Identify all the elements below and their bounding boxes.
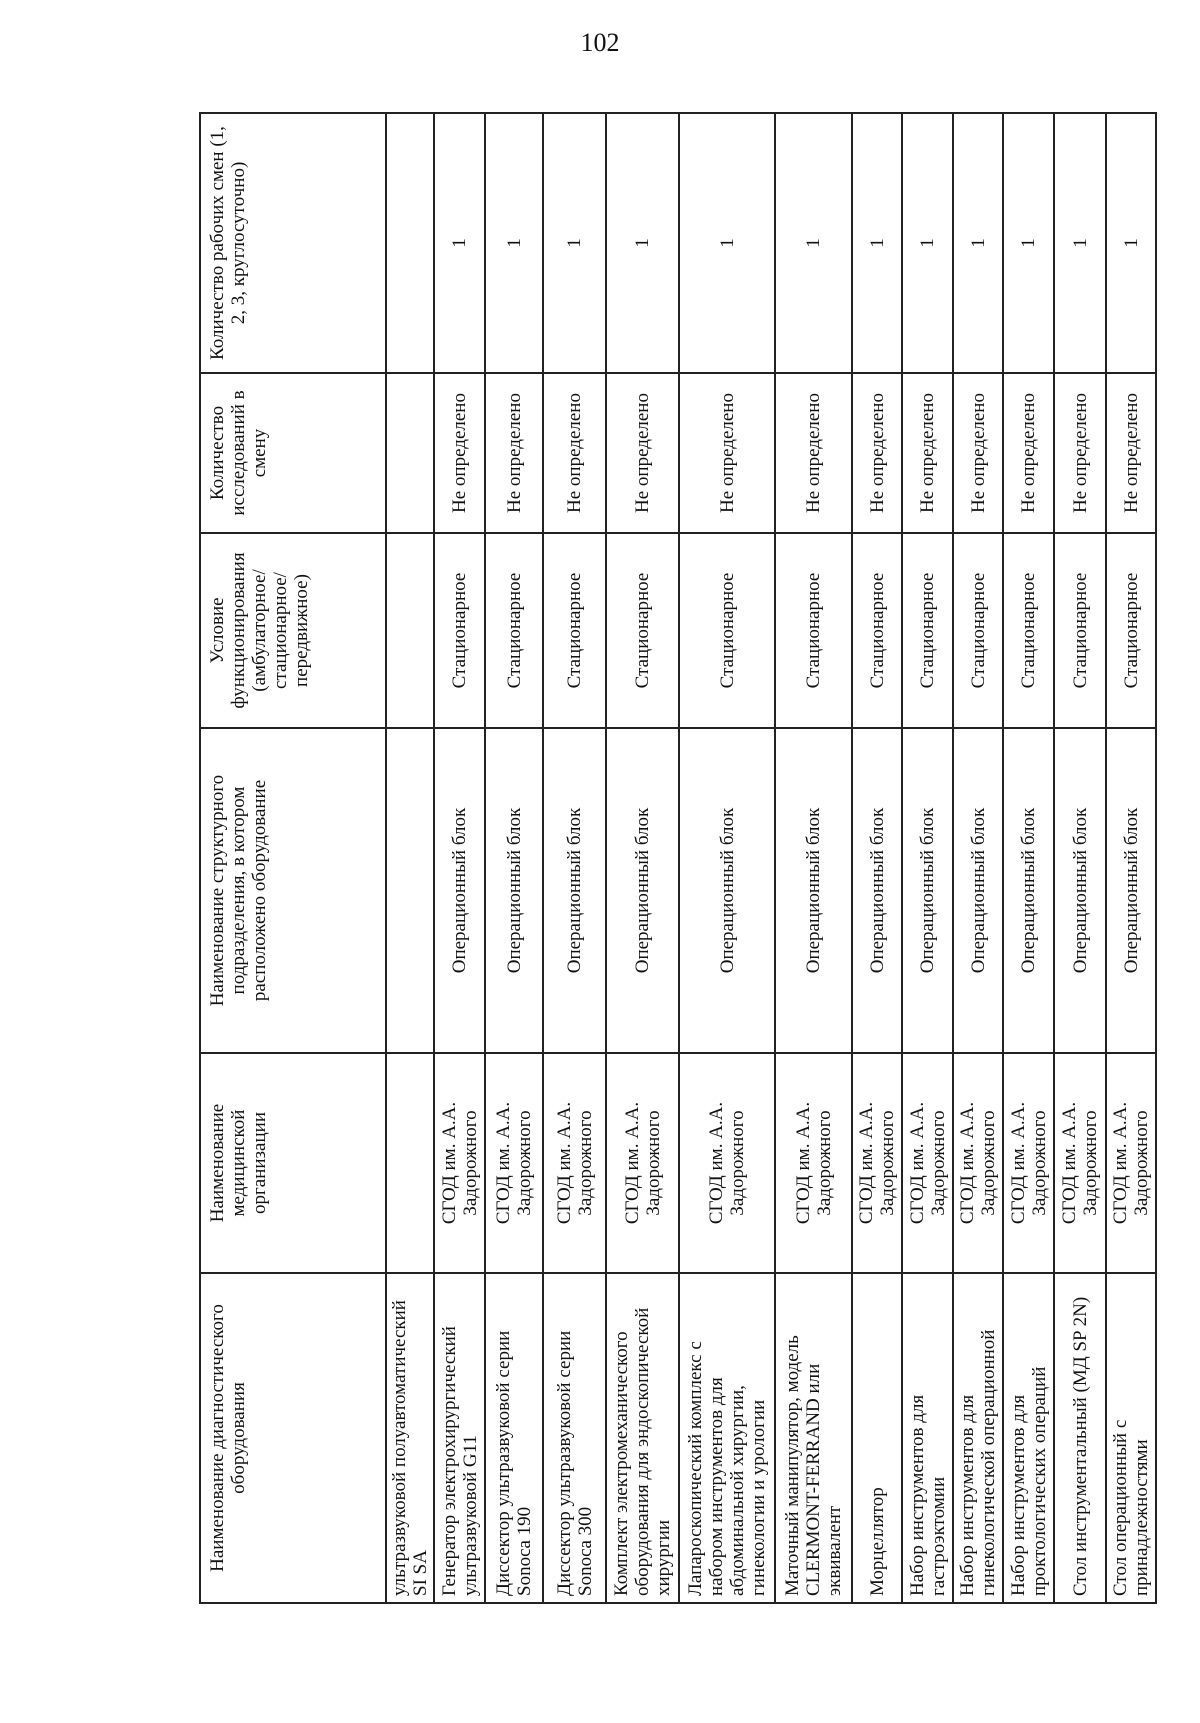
studies-cell: [386, 373, 434, 533]
table-row: [1054, 113, 1106, 1603]
equipment-cell: Диссектор ультразвуковой серии Sonoca 190: [485, 1273, 543, 1603]
department-cell: Операционный блок: [1003, 728, 1054, 1053]
equipment-cell: Стол операционный с принадлежностями: [1106, 1273, 1156, 1603]
equipment-cell: Набор инструментов для гинекологической операционной: [953, 1273, 1003, 1603]
equipment-cell: Комплект электромеханического оборудования для эндоскопической хирургии: [606, 1273, 679, 1603]
studies-cell: Не определено: [434, 373, 485, 533]
header-organization: Наименование медицинской организации: [200, 1053, 386, 1273]
studies-cell: Не определено: [902, 373, 953, 533]
department-cell: Операционный блок: [606, 728, 679, 1053]
header-condition: Условие функционирования (амбулаторное/ стационарное/ передвижное): [200, 533, 386, 728]
equipment-cell: Лапароскопический комплекс с набором инструментов для абдоминальной хирургии, гинекологии и урологии: [679, 1273, 775, 1603]
studies-cell: Не определено: [679, 373, 775, 533]
organization-cell: СГОД им. А.А. Задорожного: [679, 1053, 775, 1273]
equipment-table: [199, 112, 1157, 1604]
organization-cell: СГОД им. А.А. Задорожного: [1106, 1053, 1156, 1273]
studies-cell: Не определено: [953, 373, 1003, 533]
table-row: [434, 113, 485, 1603]
organization-cell: СГОД им. А.А. Задорожного: [1054, 1053, 1106, 1273]
table-row: [1106, 113, 1156, 1603]
table-row: [953, 113, 1003, 1603]
studies-cell: Не определено: [543, 373, 606, 533]
organization-cell: СГОД им. А.А. Задорожного: [775, 1053, 852, 1273]
studies-cell: Не определено: [1106, 373, 1156, 533]
studies-cell: Не определено: [852, 373, 902, 533]
condition-cell: Стационарное: [679, 533, 775, 728]
equipment-cell: Набор инструментов для гастроэктомии: [902, 1273, 953, 1603]
organization-cell: СГОД им. А.А. Задорожного: [434, 1053, 485, 1273]
condition-cell: Стационарное: [775, 533, 852, 728]
equipment-cell: Морцеллятор: [852, 1273, 902, 1603]
shifts-cell: 1: [852, 113, 902, 373]
table-row: [1003, 113, 1054, 1603]
table-row: [386, 113, 434, 1603]
condition-cell: [386, 533, 434, 728]
studies-cell: Не определено: [1003, 373, 1054, 533]
condition-cell: Стационарное: [902, 533, 953, 728]
shifts-cell: 1: [775, 113, 852, 373]
department-cell: Операционный блок: [679, 728, 775, 1053]
condition-cell: Стационарное: [953, 533, 1003, 728]
condition-cell: Стационарное: [485, 533, 543, 728]
header-department: Наименование структурного подразделения, в котором расположено оборудование: [200, 728, 386, 1053]
shifts-cell: 1: [1106, 113, 1156, 373]
organization-cell: СГОД им. А.А. Задорожного: [606, 1053, 679, 1273]
studies-cell: Не определено: [485, 373, 543, 533]
organization-cell: СГОД им. А.А. Задорожного: [852, 1053, 902, 1273]
table-header-row: [200, 113, 386, 1603]
department-cell: Операционный блок: [953, 728, 1003, 1053]
equipment-table-rotated: [199, 114, 1152, 1604]
organization-cell: СГОД им. А.А. Задорожного: [543, 1053, 606, 1273]
equipment-cell: Набор инструментов для проктологических операций: [1003, 1273, 1054, 1603]
page-number: 102: [580, 28, 620, 57]
condition-cell: Стационарное: [1106, 533, 1156, 728]
condition-cell: Стационарное: [606, 533, 679, 728]
department-cell: Операционный блок: [1054, 728, 1106, 1053]
shifts-cell: 1: [679, 113, 775, 373]
organization-cell: СГОД им. А.А. Задорожного: [485, 1053, 543, 1273]
department-cell: Операционный блок: [775, 728, 852, 1053]
shifts-cell: 1: [1054, 113, 1106, 373]
shifts-cell: 1: [606, 113, 679, 373]
department-cell: Операционный блок: [434, 728, 485, 1053]
table-row: [679, 113, 775, 1603]
shifts-cell: 1: [543, 113, 606, 373]
organization-cell: СГОД им. А.А. Задорожного: [1003, 1053, 1054, 1273]
table-row: [543, 113, 606, 1603]
shifts-cell: 1: [902, 113, 953, 373]
table-row: [606, 113, 679, 1603]
organization-cell: [386, 1053, 434, 1273]
equipment-cell: Маточный манипулятор, модель CLERMONT-FERRAND или эквивалент: [775, 1273, 852, 1603]
condition-cell: Стационарное: [543, 533, 606, 728]
department-cell: Операционный блок: [543, 728, 606, 1053]
department-cell: Операционный блок: [485, 728, 543, 1053]
shifts-cell: 1: [1003, 113, 1054, 373]
department-cell: Операционный блок: [852, 728, 902, 1053]
studies-cell: Не определено: [1054, 373, 1106, 533]
department-cell: [386, 728, 434, 1053]
condition-cell: Стационарное: [1054, 533, 1106, 728]
header-studies: Количество исследований в смену: [200, 373, 386, 533]
condition-cell: Стационарное: [434, 533, 485, 728]
equipment-cell: ультразвуковой полуавтоматический SI SA: [386, 1273, 434, 1603]
studies-cell: Не определено: [606, 373, 679, 533]
condition-cell: Стационарное: [1003, 533, 1054, 728]
shifts-cell: 1: [434, 113, 485, 373]
studies-cell: Не определено: [775, 373, 852, 533]
organization-cell: СГОД им. А.А. Задорожного: [902, 1053, 953, 1273]
department-cell: Операционный блок: [1106, 728, 1156, 1053]
shifts-cell: [386, 113, 434, 373]
shifts-cell: 1: [953, 113, 1003, 373]
table-row: [485, 113, 543, 1603]
equipment-cell: Генератор электрохирургический ультразвуковой G11: [434, 1273, 485, 1603]
header-shifts: Количество рабочих смен (1, 2, 3, круглосуточно): [200, 113, 386, 373]
condition-cell: Стационарное: [852, 533, 902, 728]
equipment-cell: Стол инструментальный (МД SP 2N): [1054, 1273, 1106, 1603]
department-cell: Операционный блок: [902, 728, 953, 1053]
table-row: [775, 113, 852, 1603]
shifts-cell: 1: [485, 113, 543, 373]
table-row: [902, 113, 953, 1603]
header-equipment: Наименование диагностического оборудования: [200, 1273, 386, 1603]
organization-cell: СГОД им. А.А. Задорожного: [953, 1053, 1003, 1273]
table-row: [852, 113, 902, 1603]
equipment-cell: Диссектор ультразвуковой серии Sonoca 300: [543, 1273, 606, 1603]
